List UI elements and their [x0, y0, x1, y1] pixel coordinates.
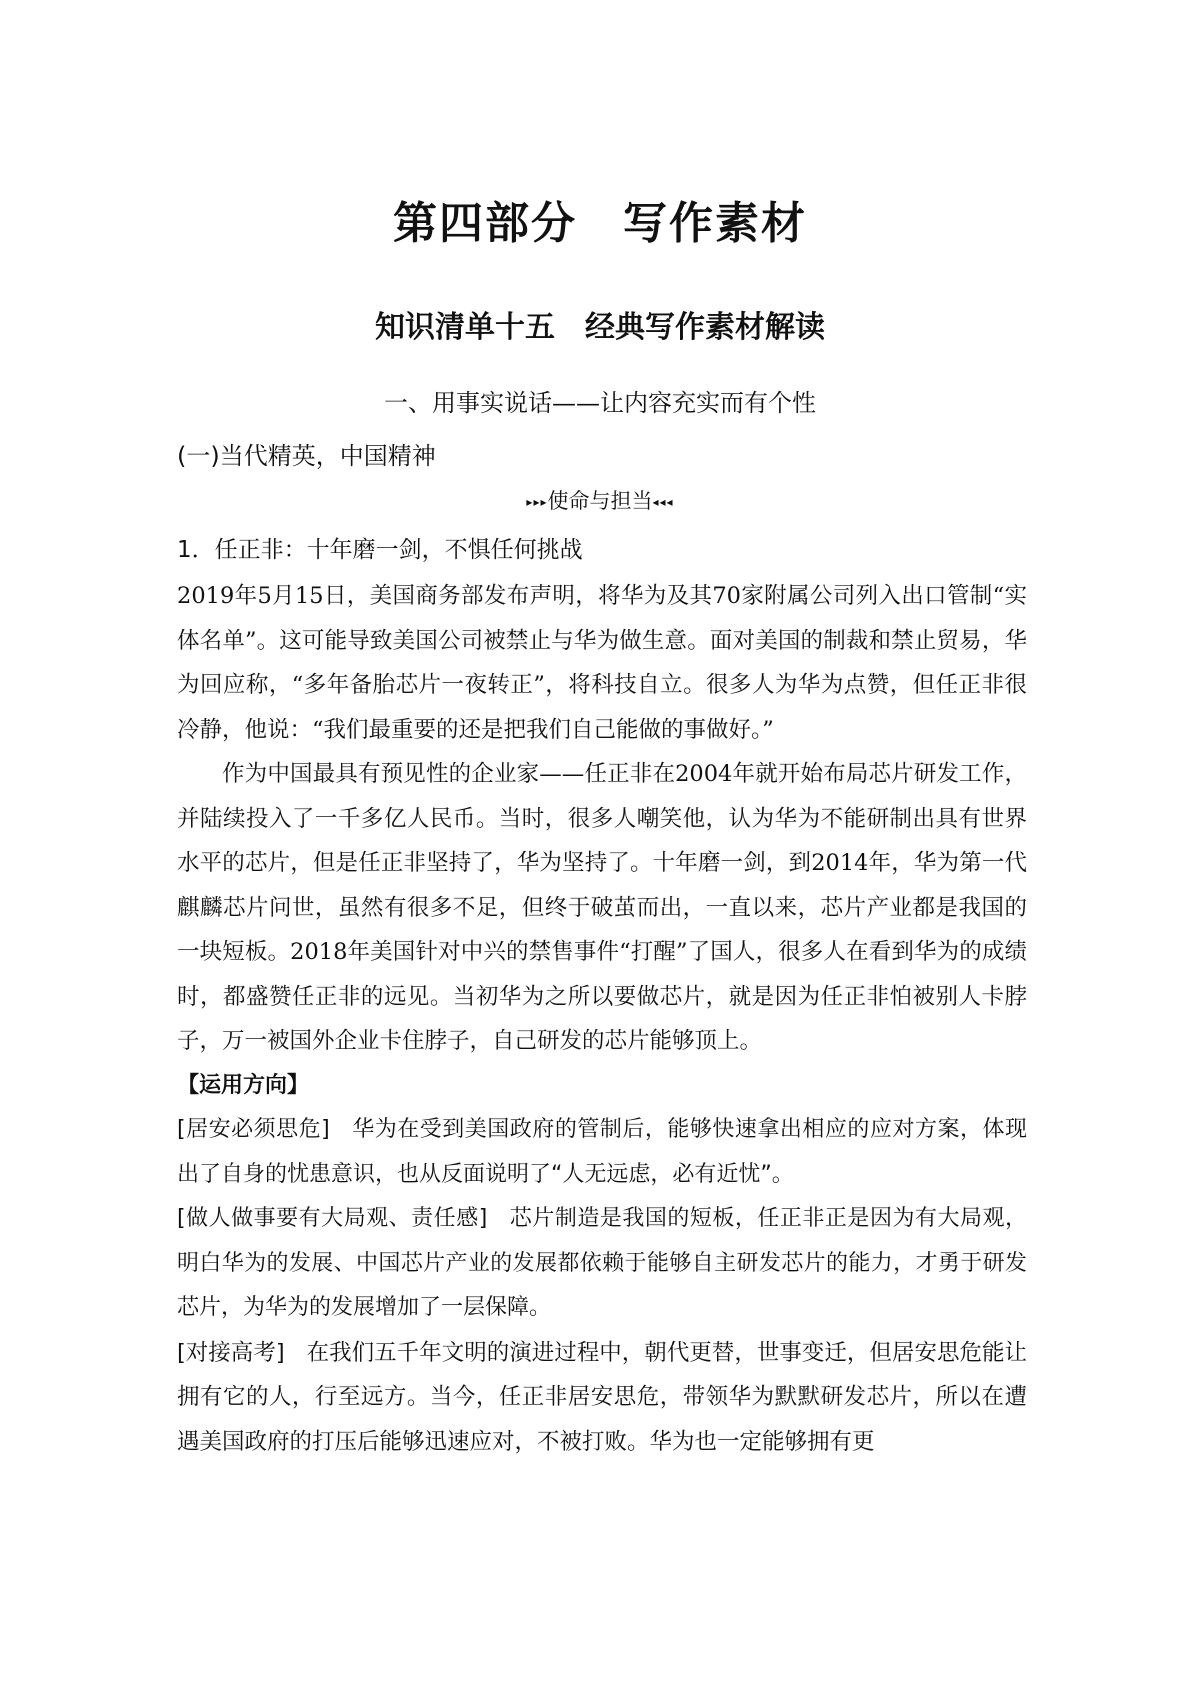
part-title: 第四部分 写作素材: [393, 198, 807, 249]
item-title: 1．任正非：十年磨一剑，不惧任何挑战: [177, 537, 583, 563]
usage-tag-3: [对接高考]: [177, 1339, 285, 1366]
usage-tag-1: [居安必须思危]: [177, 1117, 330, 1142]
paragraph-1: 2019年5月15日，美国商务部发布声明，将华为及其70家附属公司列入出口管制“实体名单”。这可能导致美国公司被禁止与华为做生意。面对美国的制裁和禁止贸易，华为回应称，“多年备胎芯片一夜转正”，将科技自立。很多人为华为点赞，但任正非很冷静，他说：“我们最重要的还是把我们自己能做的事做好。”: [177, 583, 1027, 743]
usage-tag-2: [做人做事要有大局观、责任感]: [177, 1206, 488, 1231]
usage-item-2: [177, 1197, 1027, 1331]
usage-text-2: 芯片制造是我国的短板，任正非正是因为有大局观，明白华为的发展、中国芯片产业的发展都依赖于能够自主研发芯片的能力，才勇于研发芯片，为华为的发展增加了一层保障。: [177, 1206, 1027, 1320]
list-title: 知识清单十五 经典写作素材解读: [375, 310, 825, 345]
subsection-heading: (一)当代精英，中国精神: [177, 442, 436, 470]
usage-text-3: 在我们五千年文明的演进过程中，朝代更替，世事变迁，但居安思危能让拥有它的人，行至远方。当今，任正非居安思危，带领华为默默研发芯片，所以在遭遇美国政府的打压后能够迅速应对，不被打败。华为也一定能够拥有更: [177, 1339, 1027, 1455]
paragraph-2: 作为中国最具有预见性的企业家——任正非在2004年就开始布局芯片研发工作，并陆续投入了一千多亿人民币。当时，很多人嘲笑他，认为华为不能研制出具有世界水平的芯片，但是任正非坚持了，华为坚持了。十年磨一剑，到2014年，华为第一代麒麟芯片问世，虽然有很多不足，但终于破茧而出，一直以来，芯片产业都是我国的一块短板。2018年美国针对中兴的禁售事件“打醒”了国人，很多人在看到华为的成绩时，都盛赞任正非的远见。当初华为之所以要做芯片，就是因为任正非怕被别人卡脖子，万一被国外企业卡住脖子，自己研发的芯片能够顶上。: [177, 761, 1027, 1054]
theme-label: 使命与担当: [547, 489, 653, 513]
document-body: [177, 574, 1027, 1464]
usage-item-3: [177, 1331, 1027, 1465]
theme-banner: [0, 485, 1200, 515]
usage-text-1: 华为在受到美国政府的管制后，能够快速拿出相应的应对方案，体现出了自身的忧患意识，也从反面说明了“人无远虑，必有近忧”。: [177, 1117, 1027, 1187]
theme-left-arrows-icon: ▸▸▸: [526, 495, 548, 509]
section-heading: 一、用事实说话——让内容充实而有个性: [384, 389, 816, 417]
theme-right-arrows-icon: ◂◂◂: [652, 495, 674, 509]
usage-item-1: [177, 1108, 1027, 1197]
usage-heading: 【运用方向】: [177, 1072, 310, 1098]
